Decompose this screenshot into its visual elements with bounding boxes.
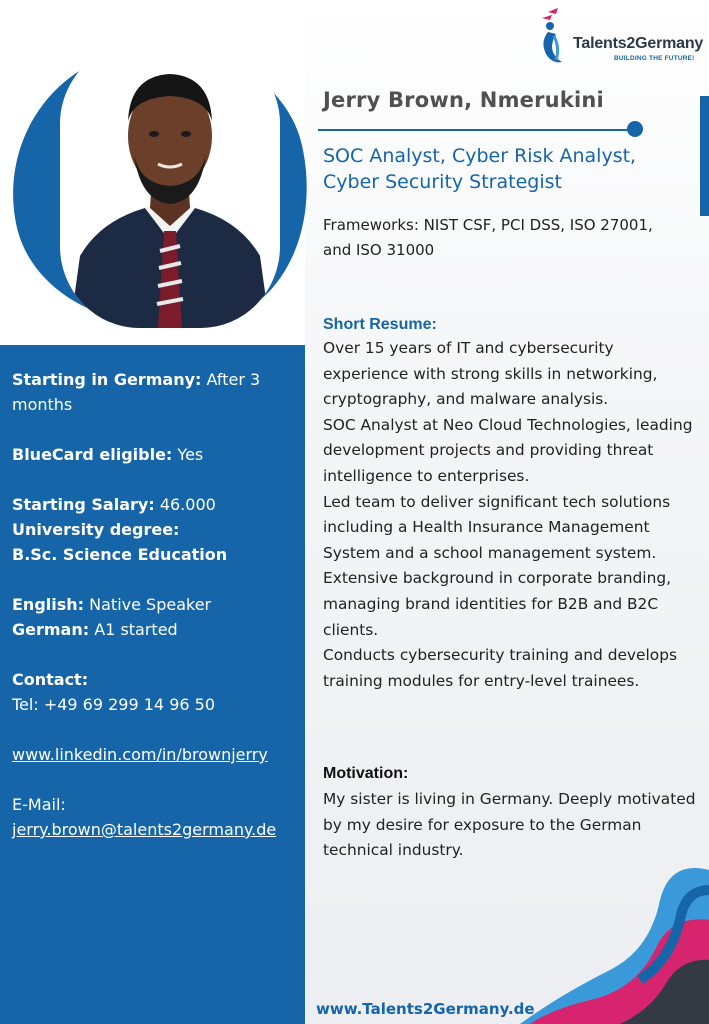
salary-value: 46.000 — [154, 495, 216, 514]
right-accent-bar — [700, 96, 709, 216]
resume-paragraph: Led team to deliver significant tech solutions including a Health Insurance Management System and a school management system. — [323, 492, 671, 562]
starting-label: Starting in Germany: — [12, 370, 202, 389]
name-underline — [318, 129, 636, 131]
resume-body — [323, 336, 703, 694]
resume-paragraph: Conducts cybersecurity training and develops training modules for entry-level trainees. — [323, 646, 677, 690]
bluecard-value: Yes — [172, 445, 204, 464]
decorative-waves-icon — [520, 860, 709, 1024]
bluecard-label: BlueCard eligible: — [12, 445, 173, 464]
english-row — [12, 592, 297, 617]
motivation-text: My sister is living in Germany. Deeply motivated by my desire for exposure to the German technical industry. — [323, 790, 696, 860]
german-value: A1 started — [89, 620, 178, 639]
candidate-name: Jerry Brown, Nmerukini — [323, 88, 604, 112]
starting-row — [12, 367, 297, 417]
salary-row — [12, 492, 297, 517]
logo-tagline: BUILDING THE FUTURE! — [614, 55, 695, 62]
degree-label: University degree: — [12, 520, 180, 539]
contact-tel: Tel: +49 69 299 14 96 50 — [12, 695, 215, 714]
info-sidebar — [0, 345, 305, 1024]
starting-value: After 3 months — [12, 370, 261, 414]
candidate-frameworks: Frameworks: NIST CSF, PCI DSS, ISO 27001, and ISO 31000 — [323, 216, 653, 259]
english-value: Native Speaker — [84, 595, 212, 614]
german-label: German: — [12, 620, 90, 639]
resume-paragraph: SOC Analyst at Neo Cloud Technologies, leading development projects and providing threat intelligence to enterprises. — [323, 415, 693, 485]
name-underline-dot — [627, 121, 643, 137]
resume-paragraph: Over 15 years of IT and cybersecurity experience with strong skills in networking, cryptography, and malware analysis. — [323, 339, 658, 409]
logo-title: Talents2Germany — [573, 35, 704, 52]
email-label: E-Mail: — [12, 795, 66, 814]
footer-website-link[interactable]: www.Talents2Germany.de — [316, 1000, 535, 1018]
salary-label: Starting Salary: — [12, 495, 155, 514]
linkedin-link[interactable]: www.linkedin.com/in/brownjerry — [12, 745, 268, 764]
bluecard-row — [12, 442, 297, 467]
english-label: English: — [12, 595, 85, 614]
german-row — [12, 617, 297, 642]
contact-label: Contact: — [12, 670, 89, 689]
profile-photo — [60, 36, 280, 328]
email-link[interactable]: jerry.brown@talents2germany.de — [12, 820, 277, 839]
person-portrait-icon — [60, 36, 280, 328]
motivation-heading: Motivation: — [323, 765, 409, 782]
resume-paragraph: Extensive background in corporate branding, managing brand identities for B2B and B2C clients. — [323, 569, 671, 639]
resume-heading: Short Resume: — [323, 316, 437, 333]
candidate-role: SOC Analyst, Cyber Risk Analyst, Cyber Security Strategist — [323, 145, 637, 193]
degree-value: B.Sc. Science Education — [12, 545, 228, 564]
